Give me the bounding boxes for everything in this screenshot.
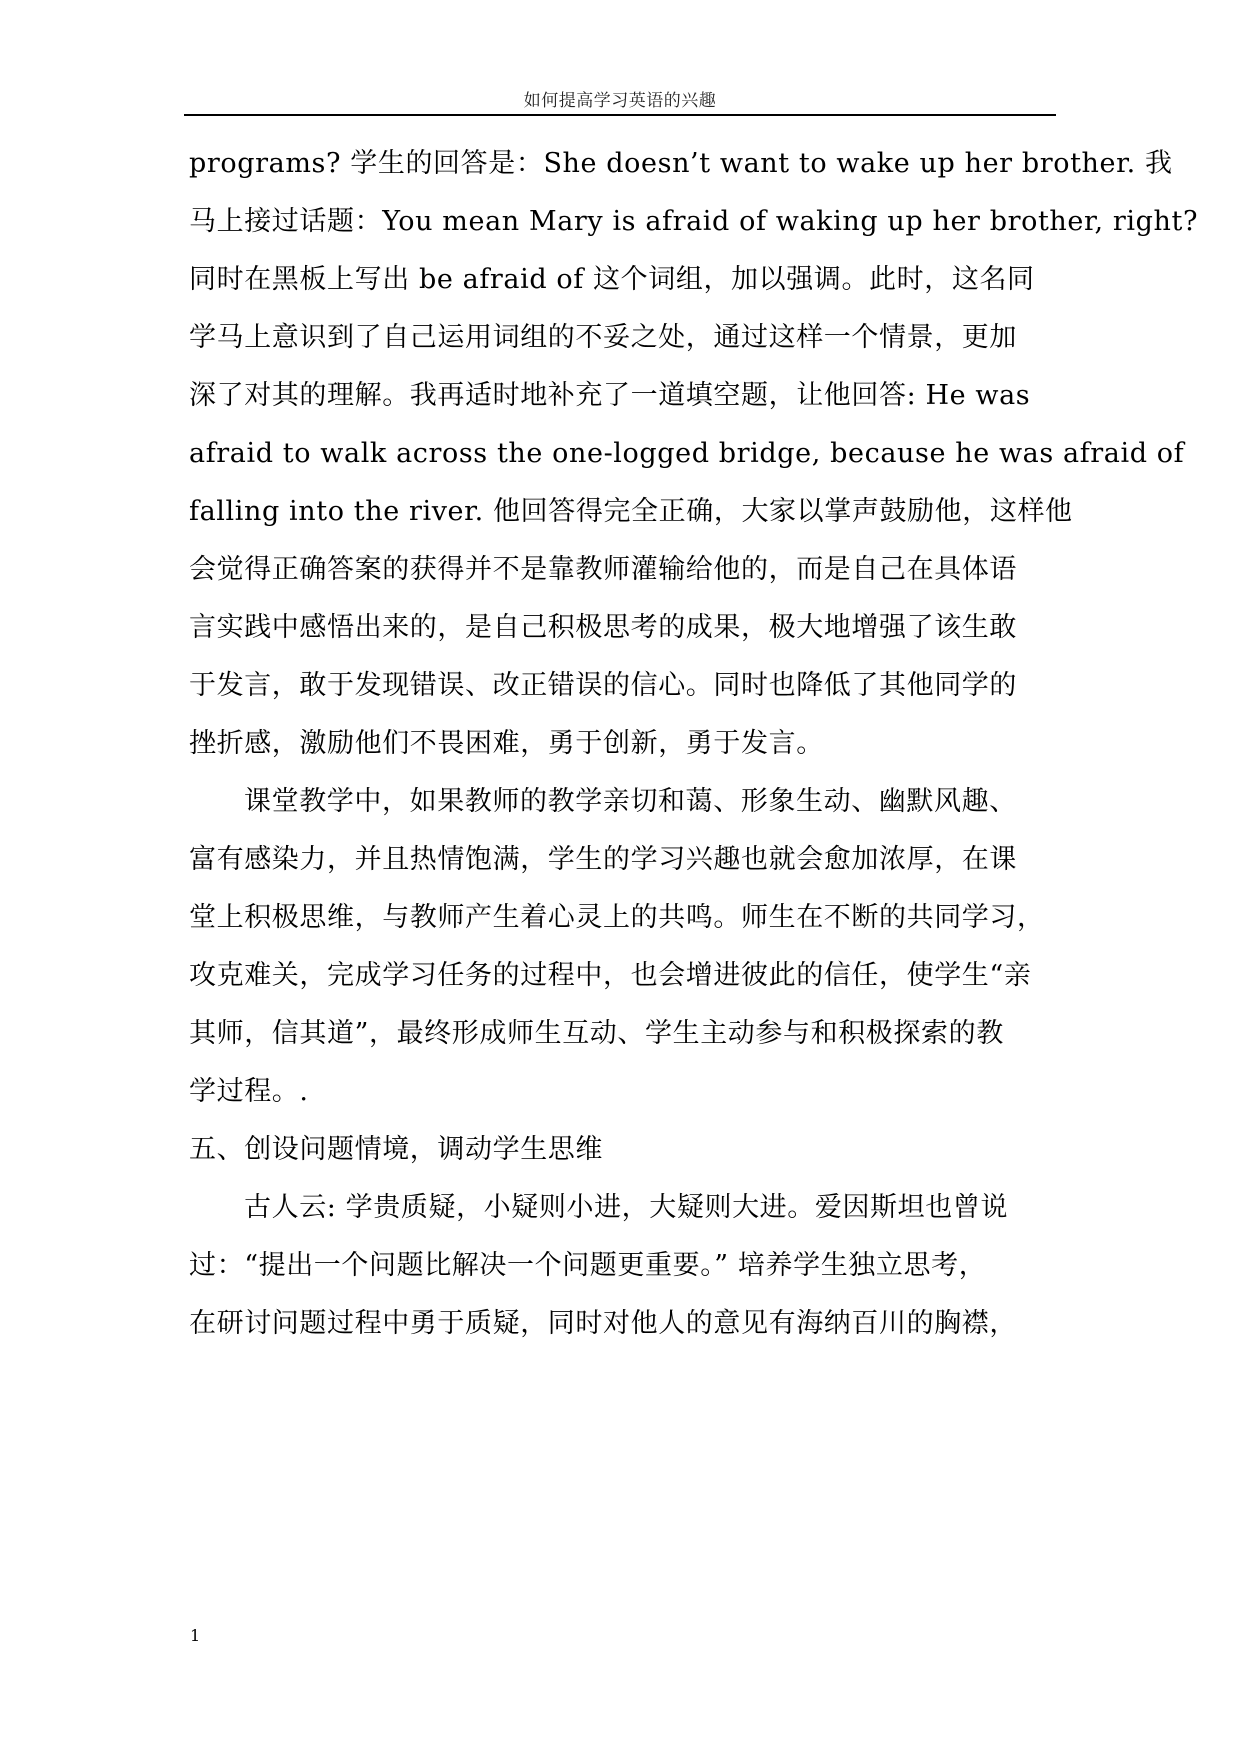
body-line: 学马上意识到了自己运用词组的不妥之处，通过这样一个情景，更加: [189, 322, 1017, 353]
body-line: 攻克难关，完成学习任务的过程中，也会增进彼此的信任，使学生“亲: [189, 960, 1032, 991]
section-heading: 五、创设问题情境，调动学生思维: [189, 1134, 603, 1165]
body-line: 会觉得正确答案的获得并不是靠教师灌输给他的，而是自己在具体语: [189, 554, 1017, 585]
body-line: 同时在黑板上写出 be afraid of 这个词组，加以强调。此时，这名同: [189, 264, 1035, 295]
body-line: 挫折感，激励他们不畏困难，勇于创新，勇于发言。: [189, 728, 824, 759]
body-line: afraid to walk across the one-logged bridge, because he was afraid of: [189, 438, 1185, 469]
body-line: 深了对其的理解。我再适时地补充了一道填空题，让他回答: He was: [189, 380, 1031, 411]
body-line: programs? 学生的回答是：She doesn’t want to wake up her brother. 我: [189, 148, 1173, 179]
body-line: 学过程。.: [189, 1076, 309, 1107]
body-line: 于发言，敢于发现错误、改正错误的信心。同时也降低了其他同学的: [189, 670, 1017, 701]
body-line: falling into the river. 他回答得完全正确，大家以掌声鼓励他，这样他: [189, 496, 1073, 527]
header-rule: [184, 114, 1056, 116]
paragraph-first-line: 课堂教学中，如果教师的教学亲切和蔼、形象生动、幽默风趣、: [244, 786, 1017, 817]
page-number: 1: [190, 1626, 201, 1645]
body-line: 在研讨问题过程中勇于质疑，同时对他人的意见有海纳百川的胸襟，: [189, 1308, 1017, 1339]
body-line: 马上接过话题：You mean Mary is afraid of waking up her brother, right?: [189, 206, 1199, 237]
body-line: 过：“提出一个问题比解决一个问题更重要。” 培养学生独立思考，: [189, 1250, 987, 1281]
body-line: 富有感染力，并且热情饱满，学生的学习兴趣也就会愈加浓厚，在课: [189, 844, 1017, 875]
body-line: 其师，信其道”，最终形成师生互动、学生主动参与和积极探索的教: [189, 1018, 1004, 1049]
running-header: 如何提高学习英语的兴趣: [523, 91, 717, 111]
paragraph-first-line: 古人云: 学贵质疑，小疑则小进，大疑则大进。爱因斯坦也曾说: [244, 1192, 1009, 1223]
body-line: 堂上积极思维，与教师产生着心灵上的共鸣。师生在不断的共同学习，: [189, 902, 1045, 933]
body-line: 言实践中感悟出来的，是自己积极思考的成果，极大地增强了该生敢: [189, 612, 1017, 643]
